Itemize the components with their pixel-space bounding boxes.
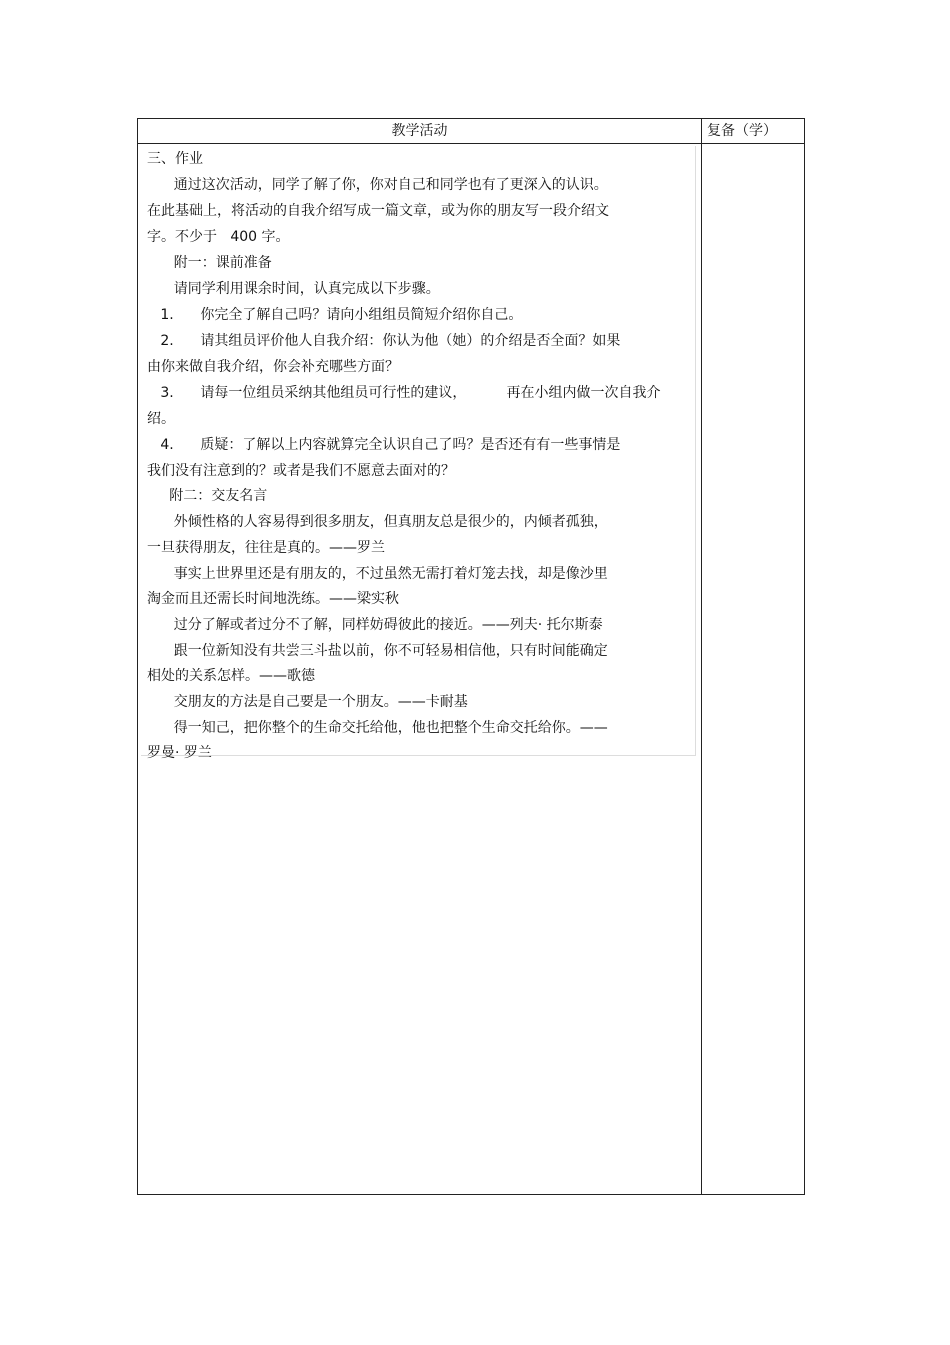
- quote-line: 事实上世界里还是有朋友的，不过虽然无需打着灯笼去找，却是像沙里: [147, 566, 608, 582]
- text-line: 由你来做自我介绍，你会补充哪些方面？: [147, 359, 399, 375]
- step-item: 2. 请其组员评价他人自我介绍：你认为他（她）的介绍是否全面？如果: [147, 333, 621, 349]
- text-line: 我们没有注意到的？或者是我们不愿意去面对的？: [147, 463, 455, 479]
- step-item: 1. 你完全了解自己吗？请向小组组员简短介绍你自己。: [147, 307, 523, 323]
- quote-line: 得一知己，把你整个的生命交托给他，他也把整个生命交托给你。——: [147, 720, 608, 736]
- quote-line: 一旦获得朋友，往往是真的。——罗兰: [147, 540, 385, 556]
- lesson-table: [137, 118, 805, 1195]
- column-divider: [701, 119, 702, 1194]
- text-line: 在此基础上，将活动的自我介绍写成一篇文章，或为你的朋友写一段介绍文: [147, 203, 609, 219]
- text-line: 绍。: [147, 411, 175, 427]
- text-line: 请同学利用课余时间，认真完成以下步骤。: [147, 281, 440, 297]
- content-box: [141, 146, 696, 761]
- section-title: 三、作业: [147, 151, 203, 167]
- appendix-heading: 附二：交友名言: [147, 488, 268, 504]
- step-item: 3. 请每一位组员采纳其他组员可行性的建议， 再在小组内做一次自我介: [147, 385, 661, 401]
- appendix-heading: 附一：课前准备: [147, 255, 272, 271]
- quote-line: 相处的关系怎样。——歌德: [147, 668, 315, 684]
- header-review-prep: 复备（学）: [707, 123, 777, 139]
- quote-line: 跟一位新知没有共尝三斗盐以前，你不可轻易相信他，只有时间能确定: [147, 643, 608, 659]
- header-teaching-activities: 教学活动: [391, 123, 448, 139]
- quote-line: 外倾性格的人容易得到很多朋友，但真朋友总是很少的，内倾者孤独，: [147, 514, 608, 530]
- quote-line: 淘金而且还需长时间地洗练。——梁实秋: [147, 591, 399, 607]
- quote-line: 过分了解或者过分不了解，同样妨碍彼此的接近。——列夫· 托尔斯泰: [147, 617, 603, 633]
- quote-line: 罗曼· 罗兰: [147, 745, 212, 761]
- text-line: 字。不少于 400 字。: [147, 229, 290, 245]
- quote-line: 交朋友的方法是自己要是一个朋友。——卡耐基: [147, 694, 468, 710]
- header-divider: [138, 143, 804, 144]
- step-item: 4. 质疑：了解以上内容就算完全认识自己了吗？是否还有有一些事情是: [147, 437, 621, 453]
- text-line: 通过这次活动，同学了解了你，你对自己和同学也有了更深入的认识。: [147, 177, 608, 193]
